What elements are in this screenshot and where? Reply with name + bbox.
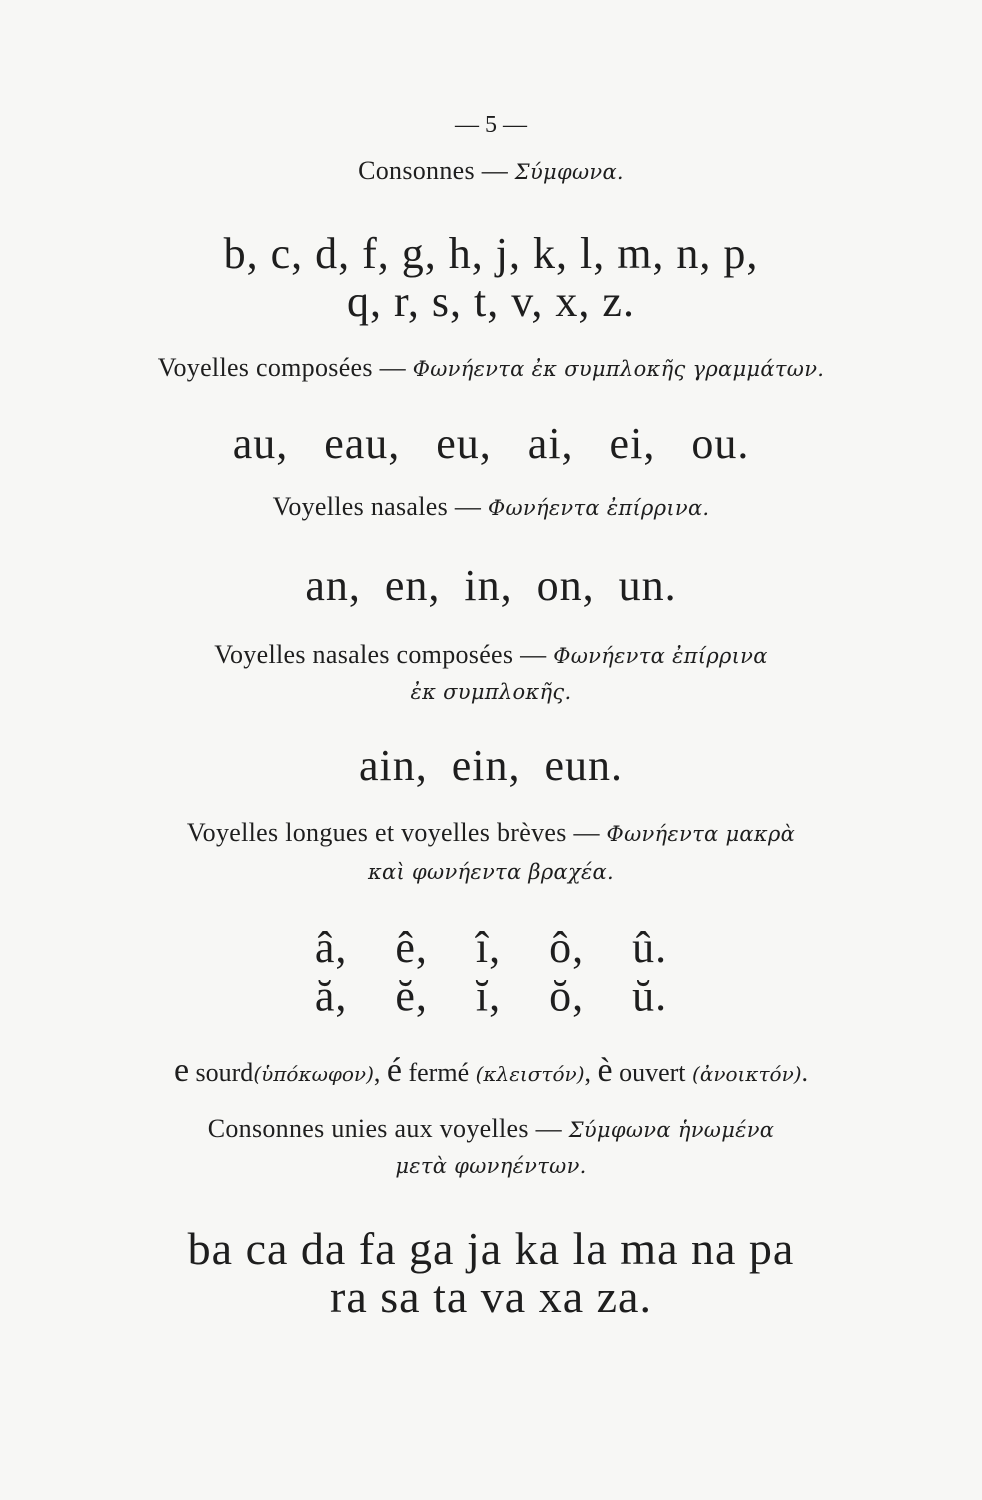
heading-voyelles-longues-breves-gr-2: καὶ φωνήεντα βραχέα. [367, 860, 615, 884]
voyelles-longues-line: â, ê, î, ô, û. [314, 923, 668, 972]
e-sourd-label: sourd [189, 1058, 254, 1087]
heading-voyelles-nasales [0, 492, 982, 522]
voyelles-composees-line: au, eau, eu, ai, ei, ou. [232, 419, 750, 468]
e-ouvert-letter: è [597, 1052, 613, 1089]
heading-consonnes-unies [0, 1114, 982, 1144]
e-sep-2: , [584, 1058, 598, 1087]
e-types-line [0, 1052, 982, 1090]
heading-voyelles-composees-fr: Voyelles composées — [157, 353, 413, 382]
heading-consonnes-unies-gr: Σύμφωνα ἡνωμένα [568, 1118, 775, 1142]
e-ferme-greek: (κλειστόν) [475, 1062, 585, 1086]
heading-consonnes [0, 156, 982, 186]
voyelles-nasales-line: an, en, in, on, un. [305, 561, 677, 610]
heading-consonnes-fr: Consonnes — [358, 156, 515, 185]
heading-voyelles-composees-gr: Φωνήεντα ἐκ συμπλοκῆς γραμμάτων. [412, 357, 825, 381]
heading-voyelles-longues-breves-gr: Φωνήεντα μακρὰ [606, 822, 796, 846]
heading-consonnes-unies-2 [0, 1150, 982, 1180]
heading-voyelles-nasales-gr: Φωνήεντα ἐπίρρινα. [487, 496, 710, 520]
heading-voyelles-nasales-composees-gr-2: ἐκ συμπλοκῆς. [410, 680, 572, 704]
consonnes-unies-line-2: ra sa ta va xa za. [330, 1271, 652, 1322]
heading-voyelles-nasales-composees-gr: Φωνήεντα ἐπίρρινα [553, 644, 768, 668]
page-number: — 5 — [455, 112, 527, 138]
heading-consonnes-unies-fr: Consonnes unies aux voyelles — [207, 1114, 569, 1143]
heading-voyelles-nasales-fr: Voyelles nasales — [272, 492, 488, 521]
voyelles-nasales-composees-line: ain, ein, eun. [358, 741, 624, 790]
heading-voyelles-nasales-composees [0, 640, 982, 670]
e-sourd-letter: e [173, 1052, 190, 1089]
heading-voyelles-nasales-composees-fr: Voyelles nasales composées — [214, 640, 554, 669]
heading-voyelles-longues-breves-fr: Voyelles longues et voyelles brèves — [186, 818, 607, 847]
heading-consonnes-gr: Σύμφωνα. [514, 160, 624, 184]
heading-voyelles-composees [0, 353, 982, 383]
voyelles-breves-line: ă, ĕ, ĭ, ŏ, ŭ. [314, 971, 668, 1020]
consonnes-line-1: b, c, d, f, g, h, j, k, l, m, n, p, [223, 229, 759, 278]
e-ouvert-greek: (ἀνοικτόν) [692, 1062, 802, 1086]
e-ferme-letter: é [386, 1052, 402, 1089]
e-ouvert-label: ouvert [612, 1058, 693, 1087]
heading-voyelles-longues-breves-2 [0, 856, 982, 886]
consonnes-unies-line-1: ba ca da fa ga ja ka la ma na pa [187, 1223, 795, 1274]
consonnes-line-2: q, r, s, t, v, x, z. [347, 277, 635, 326]
heading-consonnes-unies-gr-2: μετὰ φωνηέντων. [395, 1154, 587, 1178]
e-ferme-label: fermé [401, 1058, 476, 1087]
heading-voyelles-nasales-composees-2 [0, 676, 982, 706]
e-end: . [801, 1058, 809, 1087]
e-sourd-greek: (ὑπόκωφον) [253, 1062, 374, 1086]
heading-voyelles-longues-breves [0, 818, 982, 848]
e-sep-1: , [373, 1058, 387, 1087]
